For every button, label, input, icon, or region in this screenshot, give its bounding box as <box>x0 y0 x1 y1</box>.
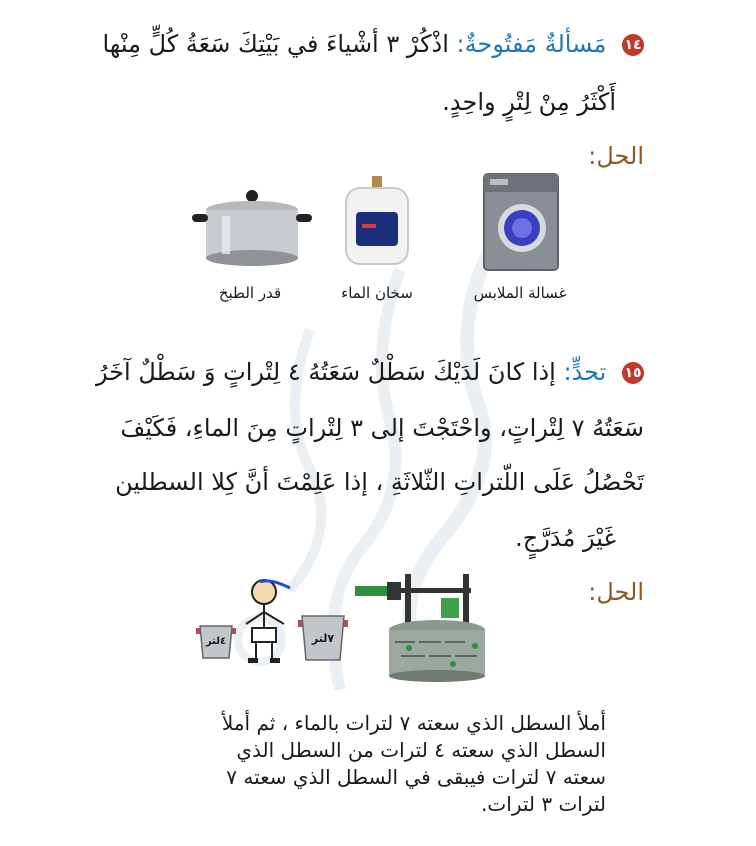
q14-line1 <box>102 28 644 60</box>
bucket-small <box>196 622 236 660</box>
washing-machine-icon <box>482 172 560 272</box>
answer-line-2: السطل الذي سعته ٤ لترات من السطل الذي <box>236 738 606 762</box>
answer-line-3: سعته ٧ لترات فيبقى في السطل الذي سعته ٧ <box>226 765 606 789</box>
solution-label-2: الحل: <box>588 578 644 606</box>
answer-text <box>156 710 606 818</box>
q14-text1: اذْكُرْ ٣ أشْياءَ في بَيْتِكَ سَعَةُ كُلٍّ مِنْها <box>102 30 449 58</box>
q14-line2: أَكْثَرُ مِنْ لِتْرٍ واحِدٍ. <box>442 88 616 116</box>
caption-water-heater: سخان الماء <box>341 284 413 302</box>
q15-line2: سَعَتُهُ ٧ لِتْراتٍ، واحْتَجْتَ إلى ٣ لِتْراتٍ مِنَ الماءِ، فَكَيْفَ <box>120 414 644 442</box>
bucket-small-label: ٤لتر <box>205 636 227 647</box>
cooking-pot-icon <box>192 188 312 268</box>
caption-washing-machine: غسالة الملابس <box>473 284 567 302</box>
q15-text1: إذا كانَ لَدَيْكَ سَطْلٌ سَعَتُهُ ٤ لِتْراتٍ وَ سَطْلٌ آخَرُ <box>95 358 556 386</box>
bucket-large <box>298 612 348 662</box>
q15-number-badge: ١٥ <box>622 362 644 384</box>
q15-line1 <box>96 356 644 388</box>
q14-label: مَسألةٌ مَفتُوحةٌ: <box>456 30 607 58</box>
water-well-icon <box>355 568 500 683</box>
q15-label: تحدٍّ: <box>563 358 607 386</box>
stick-figure-icon <box>240 578 296 664</box>
q14-number-badge: ١٤ <box>622 34 644 56</box>
caption-cooking-pot: قدر الطبخ <box>218 284 282 302</box>
q15-line4: غَيْرَ مُدَرَّجٍ. <box>515 524 616 552</box>
bucket-large-label: ٧لتر <box>311 632 335 645</box>
answer-line-4: لترات ٣ لترات. <box>481 792 606 816</box>
answer-line-1: أملأ السطل الذي سعته ٧ لترات بالماء ، ثم أملأ <box>221 711 606 735</box>
water-heater-icon <box>342 176 412 268</box>
solution-label-1: الحل: <box>588 142 644 170</box>
q15-line3: تَحْصُلُ عَلَى اللّتراتِ الثّلاثَةِ ، إذا عَلِمْتَ أنَّ كِلا السطلين <box>115 468 644 496</box>
